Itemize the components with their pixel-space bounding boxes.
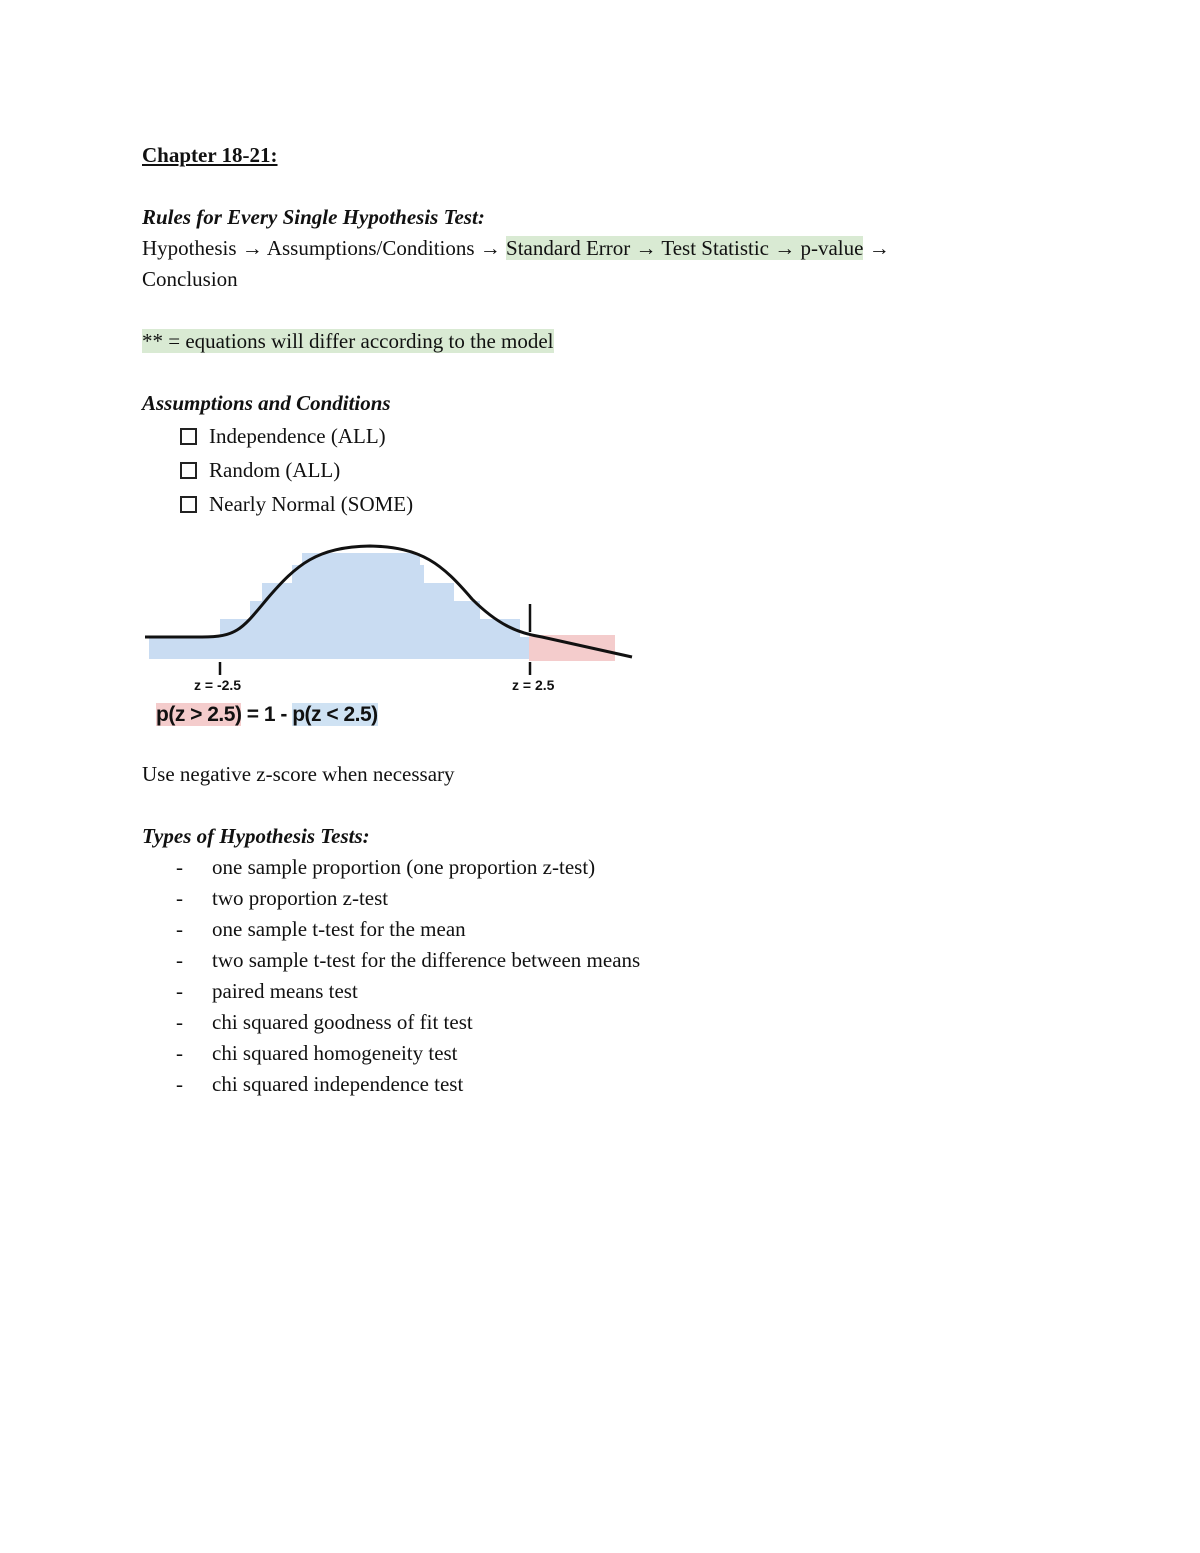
left-area-fill — [149, 553, 529, 659]
steps-conclusion: Conclusion — [142, 267, 238, 291]
test-types-list — [142, 852, 1042, 1100]
negative-zscore-note: Use negative z-score when necessary — [142, 762, 455, 786]
checklist-label: Nearly Normal (SOME) — [209, 491, 414, 516]
list-item: - one sample t-test for the mean — [176, 917, 466, 941]
types-heading: Types of Hypothesis Tests: — [142, 824, 370, 848]
checklist-item — [180, 487, 1042, 521]
steps-tail: → — [863, 236, 890, 260]
formula-left: p(z > 2.5) — [156, 703, 242, 726]
assumptions-checklist — [142, 419, 1042, 521]
equations-note: ** = equations will differ according to the model — [142, 329, 554, 353]
checkbox-icon — [180, 462, 197, 479]
checklist-label: Independence (ALL) — [209, 423, 386, 448]
list-item: - paired means test — [176, 979, 358, 1003]
list-item: - one sample proportion (one proportion z-test) — [176, 855, 596, 879]
list-item: - chi squared goodness of fit test — [176, 1010, 473, 1034]
list-item: - two proportion z-test — [176, 886, 389, 910]
checklist-label: Random (ALL) — [209, 457, 341, 482]
normal-curve-figure — [142, 529, 1042, 759]
steps-plain: Hypothesis → Assumptions/Conditions → — [142, 236, 507, 260]
rules-heading: Rules for Every Single Hypothesis Test: — [142, 205, 485, 229]
formula-right: p(z < 2.5) — [292, 703, 378, 726]
list-item: - chi squared independence test — [176, 1072, 464, 1096]
right-tail-area — [529, 635, 615, 661]
steps-line — [142, 233, 1042, 264]
z-right-label: z = 2.5 — [512, 677, 555, 693]
assumptions-heading: Assumptions and Conditions — [142, 391, 391, 415]
checklist-item — [180, 419, 1042, 453]
normal-curve-diagram — [142, 529, 642, 694]
checkbox-icon — [180, 496, 197, 513]
list-item: - chi squared homogeneity test — [176, 1041, 458, 1065]
checklist-item — [180, 453, 1042, 487]
formula-mid: = 1 - — [241, 703, 293, 726]
page-title: Chapter 18-21: — [142, 143, 278, 167]
z-left-label: z = -2.5 — [194, 677, 242, 693]
probability-formula — [156, 703, 378, 727]
list-item: - two sample t-test for the difference between means — [176, 948, 641, 972]
checkbox-icon — [180, 428, 197, 445]
document-body — [142, 140, 1042, 1100]
steps-highlight: Standard Error → Test Statistic → p-value — [506, 236, 864, 260]
